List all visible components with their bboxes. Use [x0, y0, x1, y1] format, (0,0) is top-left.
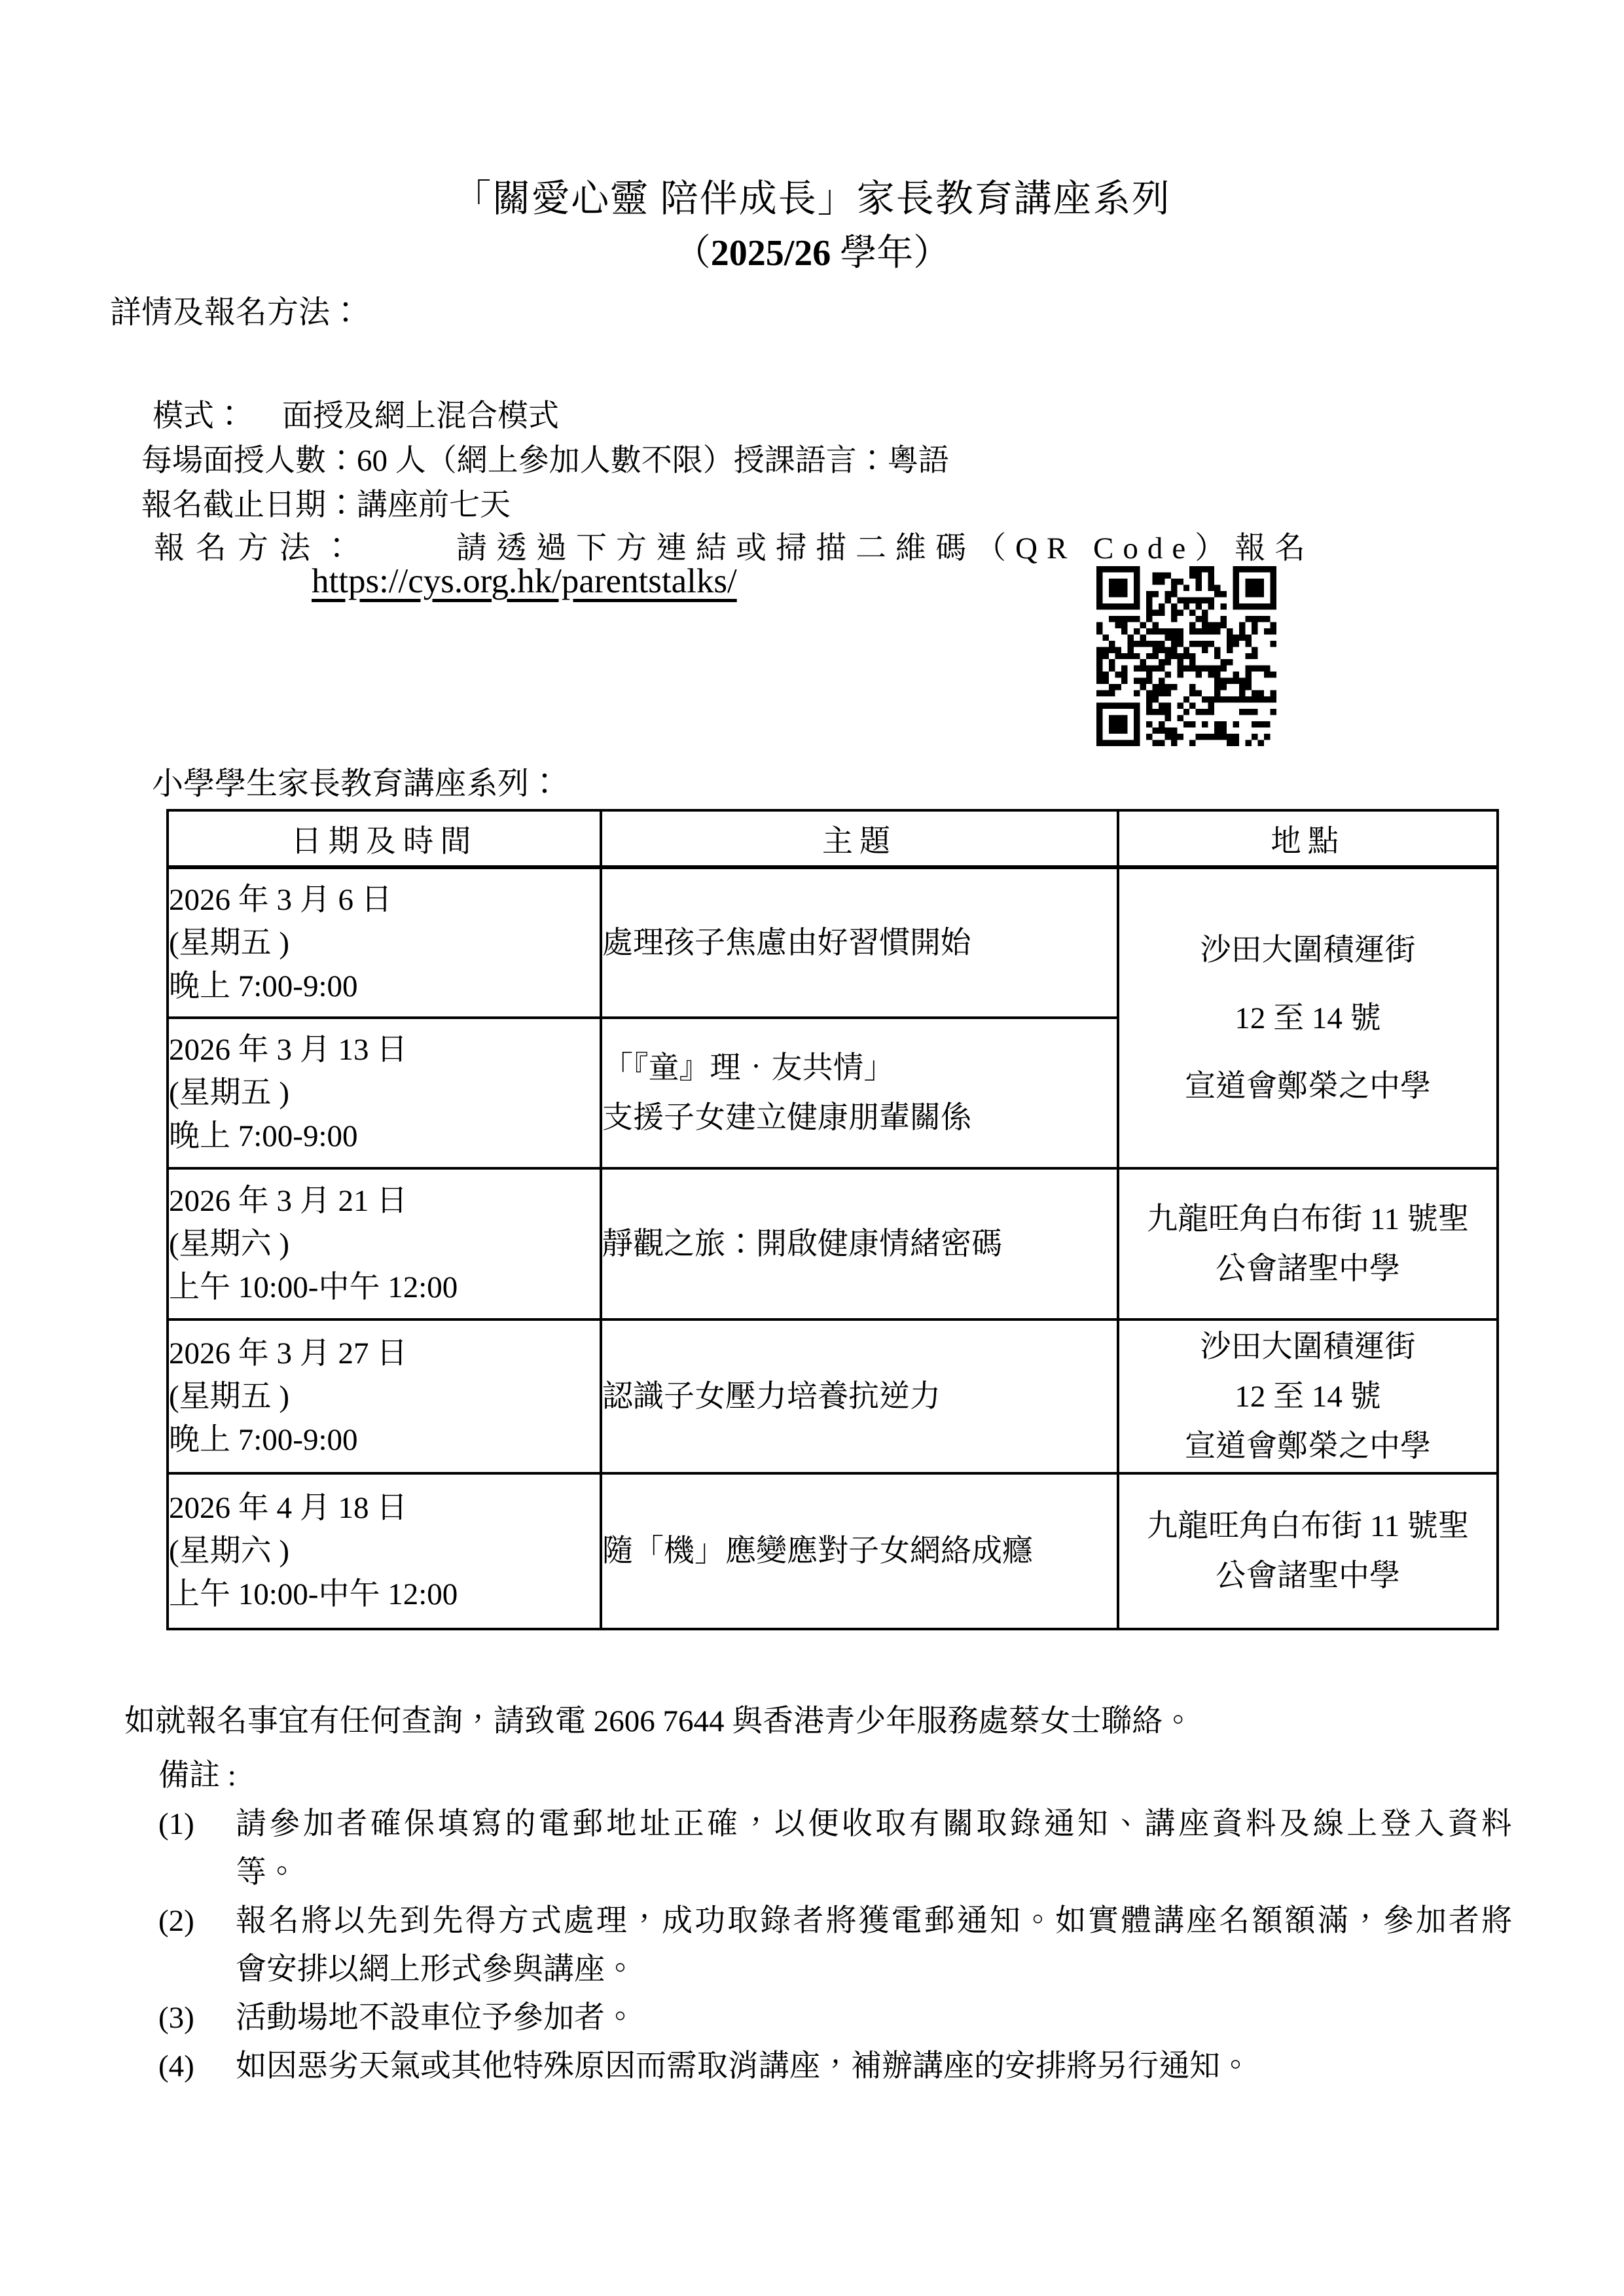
- page-subtitle: [0, 230, 1624, 276]
- note-item: [158, 2042, 1513, 2090]
- registration-url-link[interactable]: https://cys.org.hk/parentstalks/: [312, 562, 737, 600]
- note-number: (1): [158, 1807, 194, 1841]
- table-row: [168, 867, 1498, 1018]
- table-row: [168, 1473, 1498, 1629]
- column-header-date: 日期及時間: [168, 810, 601, 867]
- mode-line: [153, 391, 559, 435]
- column-header-topic: 主題: [601, 810, 1118, 867]
- school-year: 2025/26: [710, 233, 831, 274]
- date-cell: 2026 年 3 月 6 日 (星期五 ) 晚上 7:00-9:00: [168, 867, 601, 1018]
- qr-code: [1096, 566, 1276, 746]
- details-heading: 詳情及報名方法：: [110, 295, 362, 330]
- date-cell: 2026 年 3 月 21 日 (星期六 ) 上午 10:00-中午 12:00: [168, 1168, 601, 1319]
- notes-heading: 備註 :: [158, 1759, 236, 1793]
- deadline-line: 報名截止日期：講座前七天: [141, 488, 511, 522]
- notes-section: [158, 1751, 1513, 2090]
- note-number: (3): [158, 2001, 194, 2035]
- note-item: [158, 1994, 1513, 2042]
- topic-cell: 靜觀之旅：開啟健康情緒密碼: [601, 1168, 1118, 1319]
- lecture-schedule-table: [166, 809, 1499, 1630]
- subtitle-close: 學年）: [831, 233, 950, 274]
- topic-cell: 隨「機」應變應對子女網絡成癮: [601, 1473, 1118, 1629]
- page-title: 「關愛心靈 陪伴成長」家長教育講座系列: [453, 177, 1171, 220]
- column-header-location: 地點: [1118, 810, 1498, 867]
- registration-method-line: [154, 524, 1314, 567]
- date-cell: 2026 年 3 月 27 日 (星期五 ) 晚上 7:00-9:00: [168, 1319, 601, 1473]
- note-item: [158, 1897, 1513, 1994]
- note-text: 活動場地不設車位予參加者。: [236, 2001, 636, 2035]
- topic-cell: 處理孩子焦慮由好習慣開始: [601, 867, 1118, 1018]
- note-item: [158, 1800, 1513, 1897]
- location-cell: 沙田大圍積運街 12 至 14 號 宣道會鄭榮之中學: [1118, 867, 1498, 1168]
- table-header-row: [168, 810, 1498, 867]
- mode-label: 模式：: [153, 399, 245, 433]
- note-text: 報名將以先到先得方式處理，成功取錄者將獲電郵通知。如實體講座名額額滿，參加者將 會安排以網上形式參與講座。: [236, 1904, 1512, 1986]
- location-cell: 九龍旺角白布街 11 號聖 公會諸聖中學: [1118, 1168, 1498, 1319]
- date-cell: 2026 年 3 月 13 日 (星期五 ) 晚上 7:00-9:00: [168, 1018, 601, 1168]
- schedule-section-heading: 小學學生家長教育講座系列：: [152, 766, 561, 801]
- note-number: (2): [158, 1904, 194, 1938]
- contact-line: 如就報名事宜有任何查詢，請致電 2606 7644 與香港青少年服務處蔡女士聯絡。: [124, 1704, 1194, 1738]
- table-row: [168, 1168, 1498, 1319]
- location-cell: 沙田大圍積運街 12 至 14 號 宣道會鄭榮之中學: [1118, 1319, 1498, 1473]
- method-value: 請透過下方連結或掃描二維碼（QR Code）報名: [456, 531, 1315, 565]
- mode-value: 面授及網上混合模式: [282, 399, 559, 433]
- topic-cell: 「『童』理‧友共情」 支援子女建立健康朋輩關係: [601, 1018, 1118, 1168]
- location-cell: 九龍旺角白布街 11 號聖 公會諸聖中學: [1118, 1473, 1498, 1629]
- method-label: 報名方法：: [154, 531, 363, 565]
- note-text: 如因惡劣天氣或其他特殊原因而需取消講座，補辦講座的安排將另行通知。: [236, 2049, 1251, 2083]
- capacity-line: 每場面授人數：60 人（網上參加人數不限）授課語言：粵語: [141, 444, 949, 478]
- date-cell: 2026 年 4 月 18 日 (星期六 ) 上午 10:00-中午 12:00: [168, 1473, 601, 1629]
- note-text: 請參加者確保填寫的電郵地址正確，以便收取有關取錄通知、講座資料及線上登入資料 等。: [236, 1807, 1512, 1890]
- topic-cell: 認識子女壓力培養抗逆力: [601, 1319, 1118, 1473]
- note-number: (4): [158, 2049, 194, 2083]
- table-row: [168, 1319, 1498, 1473]
- subtitle-open-paren: （: [674, 233, 711, 274]
